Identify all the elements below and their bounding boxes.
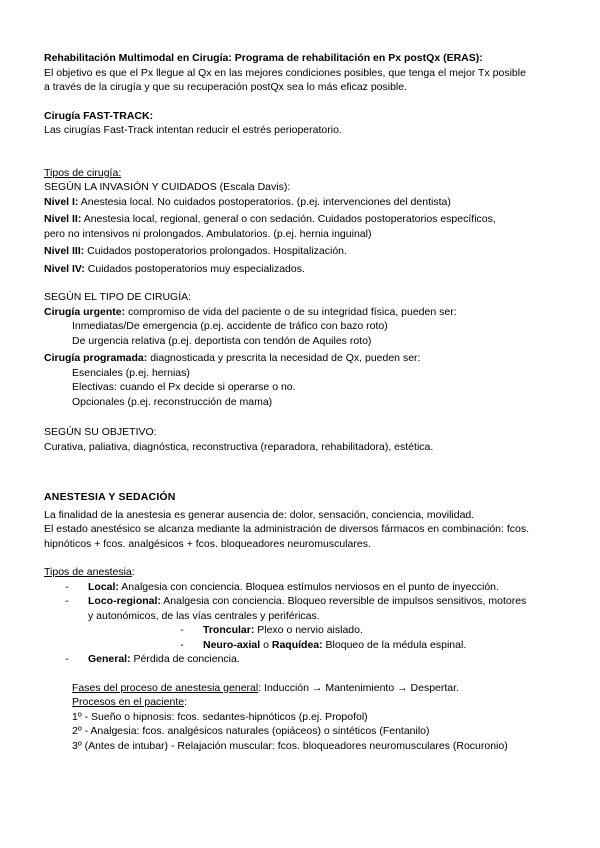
tipos-cirugia-title: Tipos de cirugía:	[44, 166, 122, 179]
proceso-2: 2º - Analgesia: fcos. analgésicos naturales (opiáceos) o sintéticos (Fentanilo)	[72, 725, 430, 737]
procesos-title	[44, 695, 564, 710]
nivel-4-label: Nivel IV:	[44, 262, 85, 275]
anestesia-line-3: hipnóticos + fcos. analgésicos + fcos. bloqueadores neuromusculares.	[44, 537, 371, 550]
raqui-label: Raquídea:	[271, 638, 323, 651]
programada-item-2: Electivas: cuando el Px decide si operarse o no.	[72, 381, 296, 393]
cirugia-urgente	[44, 305, 564, 320]
nivel-1-text: Anestesia local. No cuidados postoperatorios. (p.ej. intervenciones del dentista)	[78, 195, 451, 208]
neuro-text: Bloqueo de la médula espinal.	[322, 638, 467, 651]
cirugia-programada	[44, 351, 564, 366]
eras-text-line-2: a través de la cirugía y que su recuperación postQx sea lo más eficaz posible.	[44, 81, 408, 93]
fases-line	[44, 681, 564, 696]
general-label: General:	[88, 653, 131, 665]
fases-text: : Inducción → Mantenimiento → Despertar.	[258, 681, 459, 694]
nivel-1	[44, 195, 564, 210]
nivel-2	[44, 212, 564, 227]
tipos-anestesia-label: Tipos de anestesia	[44, 566, 132, 578]
fasttrack-title: Cirugía FAST-TRACK:	[44, 109, 154, 122]
urgente-item-2: De urgencia relativa (p.ej. deportista con tendón de Aquiles roto)	[72, 334, 372, 347]
loco-text-line-2: y autonómicos, de las vías centrales y periféricas.	[88, 609, 320, 622]
programada-item-3: Opcionales (p.ej. reconstrucción de mama)	[72, 395, 273, 408]
bullet-dash: -	[65, 595, 69, 607]
troncular-label: Troncular:	[203, 624, 255, 636]
local-label: Local:	[88, 580, 119, 593]
document-page	[44, 51, 564, 753]
local-text: Analgesia con conciencia. Bloquea estímulos nerviosos en el punto de inyección.	[118, 580, 499, 593]
urgente-text: compromiso de vida del paciente o de su integridad física, pueden ser:	[125, 305, 457, 318]
tipos-anestesia-title	[44, 565, 564, 580]
invasion-heading: SEGÚN LA INVASIÓN Y CUIDADOS (Escala Davis):	[44, 181, 291, 193]
fasttrack-text: Las cirugías Fast-Track intentan reducir el estrés perioperatorio.	[44, 124, 342, 136]
loco-label: Loco-regional:	[88, 595, 161, 607]
troncular-text: Plexo o nervio aislado.	[254, 624, 363, 636]
bullet-dash: -	[180, 624, 184, 636]
bullet-dash: -	[180, 638, 184, 651]
nivel-3-label: Nivel III:	[44, 245, 85, 257]
neuro-label: Neuro-axial	[203, 638, 261, 651]
programada-item-1: Esenciales (p.ej. hernias)	[72, 366, 190, 379]
urgente-label: Cirugía urgente:	[44, 305, 126, 318]
proceso-3: 3º (Antes de intubar) - Relajación muscular: fcos. bloqueadores neuromusculares (Rocuronio)	[72, 739, 508, 752]
eras-text-line-1: El objetivo es que el Px llegue al Qx en las mejores condiciones posibles, que tenga el mejor Tx posible	[44, 66, 526, 79]
tipo-heading: SEGÚN EL TIPO DE CIRUGÍA:	[44, 291, 192, 303]
neuro-o: o	[260, 638, 272, 651]
tipos-anestesia-colon: :	[131, 566, 135, 578]
nivel-1-label: Nivel I:	[44, 195, 79, 208]
urgente-item-1: Inmediatas/De emergencia (p.ej. accidente de tráfico con bazo roto)	[72, 320, 388, 332]
programada-label: Cirugía programada:	[44, 352, 148, 364]
objetivo-heading: SEGÚN SU OBJETIVO:	[44, 426, 157, 438]
nivel-2-text: Anestesia local, regional, general o con sedación. Cuidados postoperatorios específicos,	[81, 213, 496, 225]
eras-title: Rehabilitación Multimodal en Cirugía: Programa de rehabilitación en Px postQx (ERAS):	[44, 52, 483, 64]
nivel-3	[44, 244, 564, 259]
bullet-dash: -	[65, 653, 69, 665]
anestesia-local	[44, 580, 564, 595]
procesos-label: Procesos en el paciente	[72, 696, 185, 708]
nivel-4-text: Cuidados postoperatorios muy especializados.	[84, 262, 305, 275]
nivel-4	[44, 262, 564, 277]
anestesia-loco-regional	[44, 594, 564, 609]
anestesia-title: ANESTESIA Y SEDACIÓN	[44, 491, 176, 503]
anestesia-line-1: La finalidad de la anestesia es generar ausencia de: dolor, sensación, conciencia, movilidad.	[44, 508, 475, 521]
nivel-2-label: Nivel II:	[44, 213, 82, 225]
nivel-3-text: Cuidados postoperatorios prolongados. Hospitalización.	[84, 245, 347, 257]
procesos-colon: :	[184, 696, 187, 708]
nivel-2-text-line-2: pero no intensivos ni prolongados. Ambulatorios. (p.ej. hernia inguinal)	[44, 227, 372, 240]
anestesia-neuro-axial	[44, 638, 564, 653]
objetivo-text: Curativa, paliativa, diagnóstica, reconstructiva (reparadora, rehabilitadora), estética.	[44, 440, 434, 453]
loco-text: Analgesia con conciencia. Bloqueo reversible de impulsos sensitivos, motores	[160, 595, 527, 607]
programada-text: diagnosticada y prescrita la necesidad de Qx, pueden ser:	[147, 352, 421, 364]
general-text: Pérdida de conciencia.	[130, 653, 240, 665]
anestesia-troncular	[44, 623, 564, 638]
bullet-dash: -	[65, 580, 69, 593]
proceso-1: 1º - Sueño o hipnosis: fcos. sedantes-hipnóticos (p.ej. Propofol)	[72, 710, 368, 723]
anestesia-general	[44, 652, 564, 667]
fases-label: Fases del proceso de anestesia general	[72, 681, 259, 694]
anestesia-line-2: El estado anestésico se alcanza mediante la administración de diversos fármacos en combinación: fcos.	[44, 523, 530, 535]
